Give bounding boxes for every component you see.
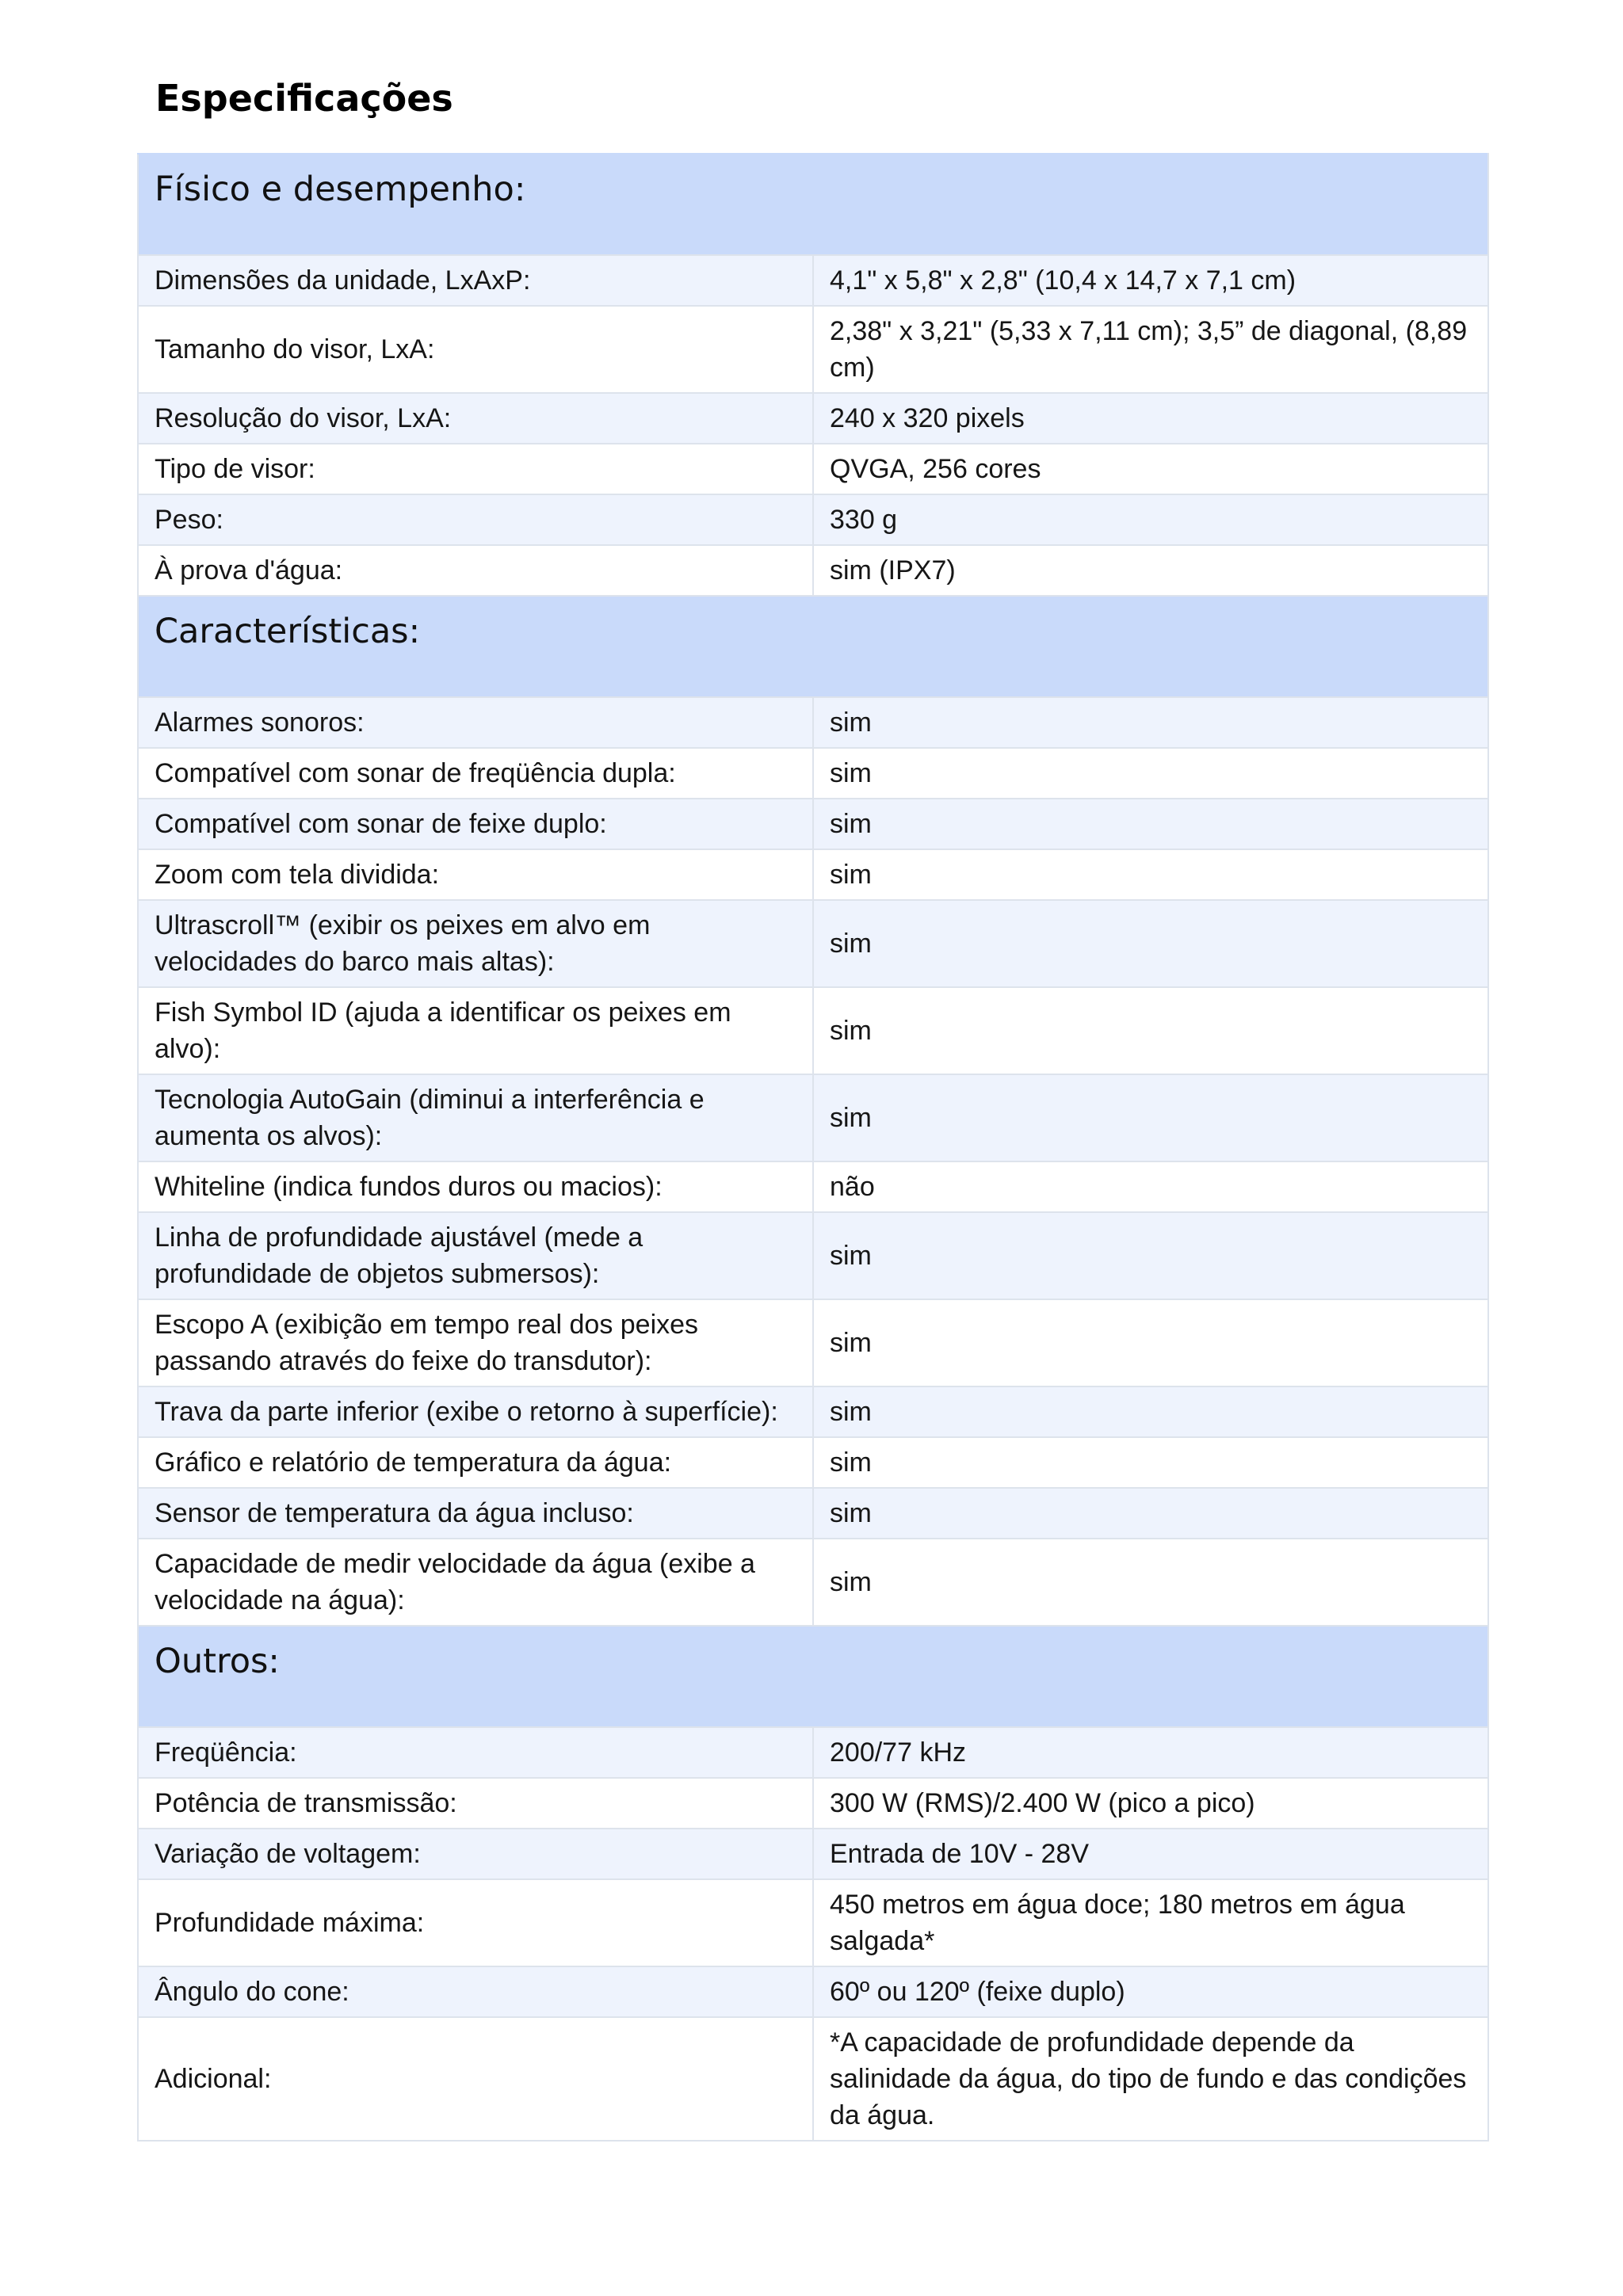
spec-row (138, 1879, 1488, 1966)
section-title: Físico e desempenho: (138, 154, 1488, 255)
page-title: Especificações (155, 77, 453, 120)
spec-value: 200/77 kHz (813, 1727, 1488, 1778)
spec-row (138, 494, 1488, 545)
spec-value: 300 W (RMS)/2.400 W (pico a pico) (813, 1778, 1488, 1829)
spec-row (138, 697, 1488, 748)
spec-row (138, 1074, 1488, 1161)
spec-label: Sensor de temperatura da água incluso: (138, 1488, 813, 1539)
spec-label: Freqüência: (138, 1727, 813, 1778)
spec-label: Ultrascroll™ (exibir os peixes em alvo em velocidades do barco mais altas): (138, 900, 813, 987)
spec-label: Dimensões da unidade, LxAxP: (138, 255, 813, 306)
spec-row (138, 1778, 1488, 1829)
spec-value: sim (813, 1074, 1488, 1161)
section-header-outros (138, 1626, 1488, 1727)
spec-value: 4,1" x 5,8" x 2,8" (10,4 x 14,7 x 7,1 cm) (813, 255, 1488, 306)
spec-label: Variação de voltagem: (138, 1829, 813, 1879)
spec-row (138, 393, 1488, 444)
spec-label: Ângulo do cone: (138, 1966, 813, 2017)
spec-table (137, 153, 1489, 2142)
spec-value: sim (813, 849, 1488, 900)
spec-value: sim (813, 799, 1488, 849)
spec-value: 60º ou 120º (feixe duplo) (813, 1966, 1488, 2017)
spec-row (138, 1299, 1488, 1386)
spec-row (138, 1966, 1488, 2017)
spec-value: sim (813, 987, 1488, 1074)
spec-label: Peso: (138, 494, 813, 545)
spec-value: 2,38" x 3,21" (5,33 x 7,11 cm); 3,5” de diagonal, (8,89 cm) (813, 306, 1488, 393)
spec-value: sim (813, 1386, 1488, 1437)
spec-row (138, 306, 1488, 393)
spec-row (138, 748, 1488, 799)
spec-value: sim (813, 1437, 1488, 1488)
spec-label: Tipo de visor: (138, 444, 813, 494)
section-title: Outros: (138, 1626, 1488, 1727)
spec-label: Fish Symbol ID (ajuda a identificar os peixes em alvo): (138, 987, 813, 1074)
spec-label: Linha de profundidade ajustável (mede a profundidade de objetos submersos): (138, 1212, 813, 1299)
section-header-caracteristicas (138, 596, 1488, 697)
spec-row (138, 1386, 1488, 1437)
spec-value: sim (813, 748, 1488, 799)
spec-value: sim (813, 1539, 1488, 1626)
spec-row (138, 799, 1488, 849)
spec-value: não (813, 1161, 1488, 1212)
spec-value: sim (813, 900, 1488, 987)
spec-row (138, 987, 1488, 1074)
spec-value: sim (813, 1299, 1488, 1386)
section-header-fisico-e-desempenho (138, 154, 1488, 255)
spec-row (138, 1161, 1488, 1212)
spec-row (138, 545, 1488, 596)
spec-row (138, 1212, 1488, 1299)
spec-label: Compatível com sonar de feixe duplo: (138, 799, 813, 849)
section-title: Características: (138, 596, 1488, 697)
spec-row (138, 900, 1488, 987)
spec-label: Alarmes sonoros: (138, 697, 813, 748)
spec-value: sim (813, 697, 1488, 748)
spec-value: QVGA, 256 cores (813, 444, 1488, 494)
spec-value: sim (813, 1488, 1488, 1539)
spec-label: À prova d'água: (138, 545, 813, 596)
spec-table-body (138, 154, 1488, 2141)
spec-label: Resolução do visor, LxA: (138, 393, 813, 444)
spec-label: Tamanho do visor, LxA: (138, 306, 813, 393)
spec-label: Potência de transmissão: (138, 1778, 813, 1829)
spec-value: 330 g (813, 494, 1488, 545)
spec-label: Whiteline (indica fundos duros ou macios): (138, 1161, 813, 1212)
spec-row (138, 255, 1488, 306)
spec-row (138, 849, 1488, 900)
spec-value: 240 x 320 pixels (813, 393, 1488, 444)
spec-label: Compatível com sonar de freqüência dupla: (138, 748, 813, 799)
spec-value: 450 metros em água doce; 180 metros em água salgada* (813, 1879, 1488, 1966)
spec-row (138, 1437, 1488, 1488)
spec-row (138, 1829, 1488, 1879)
spec-label: Escopo A (exibição em tempo real dos peixes passando através do feixe do transdutor): (138, 1299, 813, 1386)
spec-value: sim (IPX7) (813, 545, 1488, 596)
spec-row (138, 444, 1488, 494)
spec-label: Zoom com tela dividida: (138, 849, 813, 900)
spec-value: *A capacidade de profundidade depende da salinidade da água, do tipo de fundo e das condições da água. (813, 2017, 1488, 2141)
spec-row (138, 1539, 1488, 1626)
spec-label: Gráfico e relatório de temperatura da água: (138, 1437, 813, 1488)
spec-row (138, 2017, 1488, 2141)
spec-label: Tecnologia AutoGain (diminui a interferência e aumenta os alvos): (138, 1074, 813, 1161)
spec-value: sim (813, 1212, 1488, 1299)
spec-label: Profundidade máxima: (138, 1879, 813, 1966)
spec-value: Entrada de 10V - 28V (813, 1829, 1488, 1879)
spec-label: Adicional: (138, 2017, 813, 2141)
spec-label: Trava da parte inferior (exibe o retorno à superfície): (138, 1386, 813, 1437)
spec-row (138, 1727, 1488, 1778)
spec-row (138, 1488, 1488, 1539)
spec-label: Capacidade de medir velocidade da água (exibe a velocidade na água): (138, 1539, 813, 1626)
